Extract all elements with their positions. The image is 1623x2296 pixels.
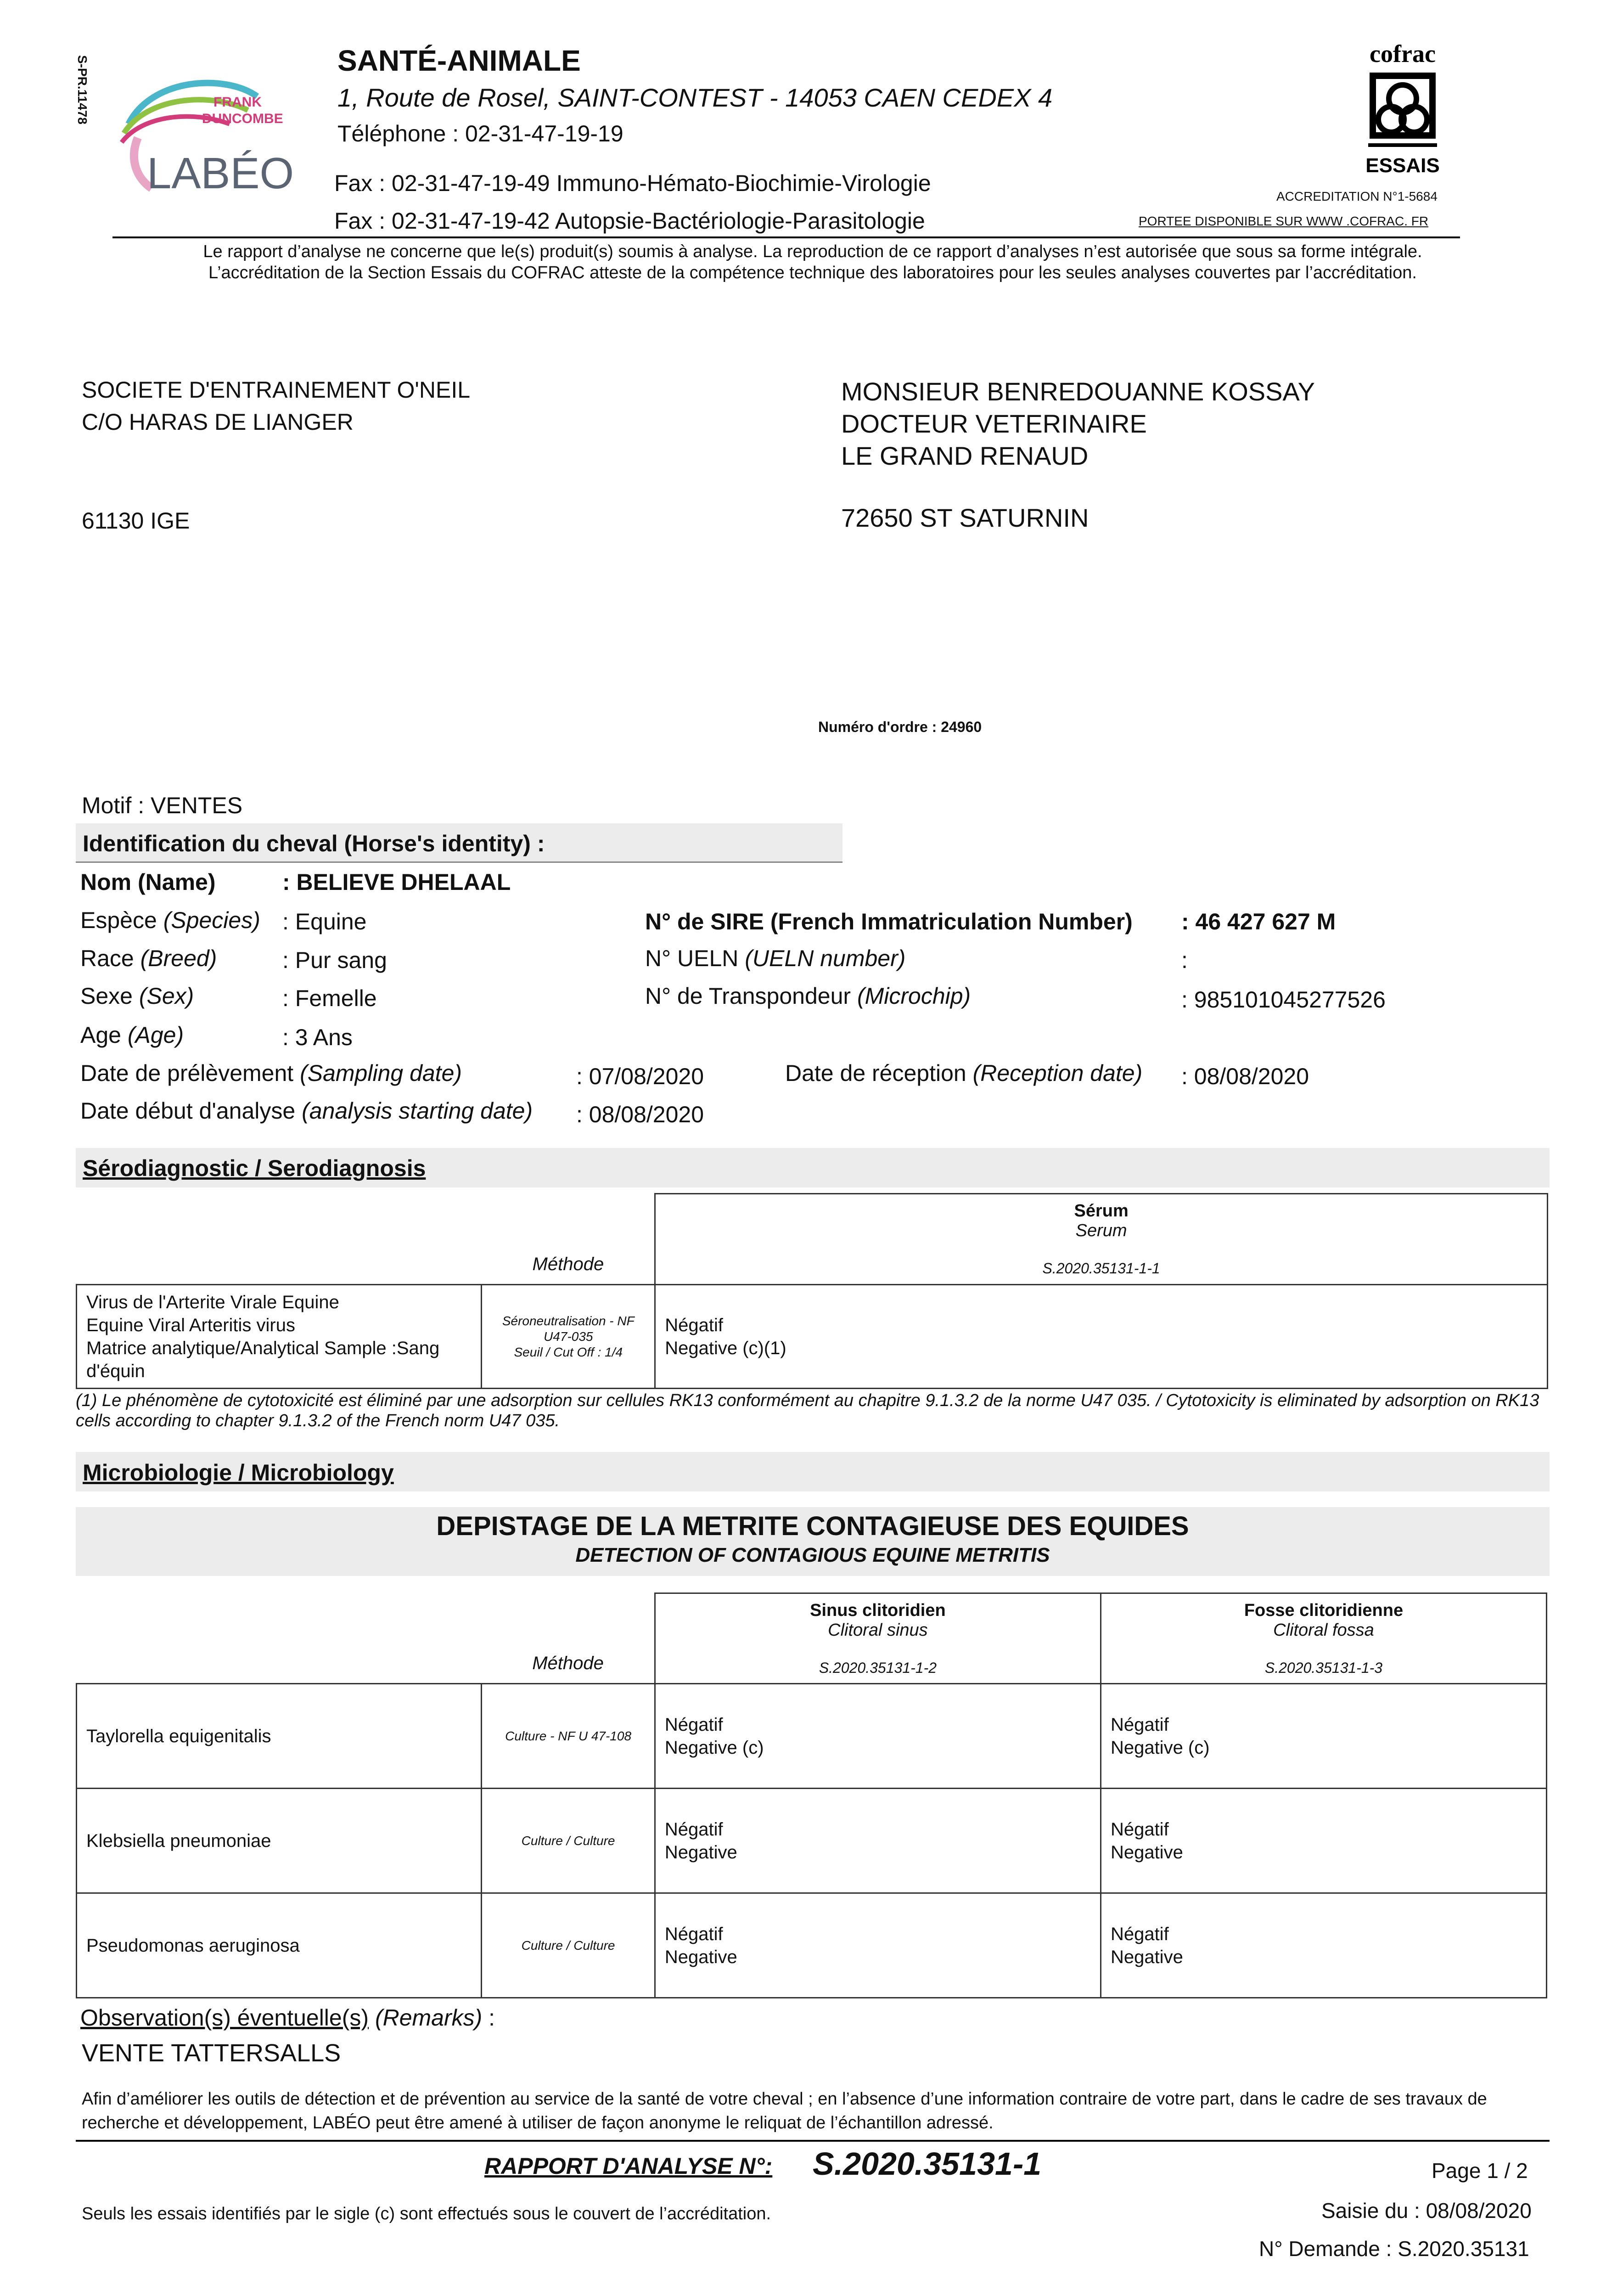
age-value: : 3 Ans — [282, 1024, 353, 1050]
analyte-line-3: Matrice analytique/Analytical Sample :Sang — [86, 1338, 440, 1358]
method-line-3: Seuil / Cut Off : 1/4 — [514, 1345, 623, 1359]
reception-date-value: : 08/08/2020 — [1181, 1064, 1309, 1089]
report-number: S.2020.35131-1 — [813, 2146, 1042, 2182]
client-line-2: C/O HARAS DE LIANGER — [82, 409, 354, 435]
vet-line-3: LE GRAND RENAUD — [841, 441, 1089, 470]
sampling-date-label: Date de prélèvement (Sampling date) — [80, 1060, 462, 1086]
result-en: Negative — [1110, 1947, 1183, 1967]
column-title: Sinus clitoridien — [810, 1600, 946, 1620]
age-label: Age (Age) — [80, 1022, 184, 1048]
column-code: S.2020.35131-1-3 — [1264, 1659, 1383, 1676]
result-cell — [1101, 1684, 1546, 1789]
table-row — [77, 1684, 1547, 1789]
cofrac-word: cofrac — [1370, 41, 1436, 68]
method-cell: Culture / Culture — [482, 1893, 655, 1998]
serum-sample-code: S.2020.35131-1-1 — [1042, 1260, 1160, 1277]
serum-header — [655, 1194, 1548, 1285]
analysis-date-label: Date début d'analyse (analysis starting date) — [80, 1098, 533, 1124]
microbiology-title: Microbiologie / Microbiology — [83, 1460, 394, 1486]
serodiagnosis-title: Sérodiagnostic / Serodiagnosis — [83, 1155, 426, 1181]
report-label: RAPPORT D'ANALYSE N°: — [484, 2153, 773, 2179]
logo-brand: LABÉO — [147, 149, 294, 198]
reception-date-label: Date de réception (Reception date) — [785, 1060, 1143, 1086]
improvement-note: Afin d’améliorer les outils de détection et de prévention au service de la santé de votre cheval ; en l’absence d’une information contraire de votre part, dans le cadre de ses travaux de recherche et développement, LABÉO peut être amené à utiliser de façon anonyme le reliquat de l’échantillon adressé. — [82, 2089, 1487, 2133]
sire-label: N° de SIRE (French Immatriculation Number) — [645, 909, 1133, 934]
analyte-line-1: Virus de l'Arterite Virale Equine — [86, 1292, 339, 1312]
method-line-1: Séroneutralisation - NF — [502, 1313, 635, 1328]
disclaimer — [78, 241, 1547, 283]
result-fr: Négatif — [1110, 1714, 1169, 1735]
result-en: Negative — [1110, 1842, 1183, 1863]
breed-label: Race (Breed) — [80, 945, 217, 971]
result-cell — [1101, 1893, 1546, 1998]
lab-address: 1, Route de Rosel, SAINT-CONTEST - 14053 CAEN CEDEX 4 — [337, 83, 1053, 112]
method-cell: Culture / Culture — [482, 1789, 655, 1893]
result-fr: Négatif — [664, 1924, 723, 1944]
vet-postal: 72650 ST SATURNIN — [841, 503, 1089, 532]
sex-label: Sexe (Sex) — [80, 983, 194, 1009]
name-value: : BELIEVE DHELAAL — [282, 869, 511, 895]
table-row — [77, 1893, 1547, 1998]
serum-header-title: Sérum — [1074, 1201, 1129, 1221]
vet-line-1: MONSIEUR BENREDOUANNE KOSSAY — [841, 377, 1315, 406]
cofrac-essais: ESSAIS — [1365, 154, 1440, 177]
labeo-logo — [110, 69, 321, 207]
result-line-2: Negative (c)(1) — [665, 1338, 786, 1358]
cem-subtitle: DETECTION OF CONTAGIOUS EQUINE METRITIS — [575, 1544, 1050, 1566]
cofrac-logo — [1359, 41, 1446, 184]
page-number: Page 1 / 2 — [1432, 2159, 1528, 2183]
client-line-1: SOCIETE D'ENTRAINEMENT O'NEIL — [82, 377, 471, 403]
accreditation-number: ACCREDITATION N°1-5684 — [1276, 189, 1438, 203]
analyte-cell: Pseudomonas aeruginosa — [77, 1893, 482, 1998]
analyte-cell: Taylorella equigenitalis — [77, 1684, 482, 1789]
sire-value: : 46 427 627 M — [1181, 909, 1336, 934]
result-en: Negative — [664, 1842, 737, 1863]
client-postal: 61130 IGE — [82, 508, 190, 534]
species-value: : Equine — [282, 909, 367, 934]
analyte-line-2: Equine Viral Arteritis virus — [86, 1315, 295, 1335]
ueln-value: : — [1181, 947, 1188, 973]
lab-name: SANTÉ-ANIMALE — [337, 44, 581, 77]
species-label: Espèce (Species) — [80, 907, 260, 933]
column-header — [1101, 1593, 1546, 1684]
document-code: S-PR.11478 — [75, 55, 90, 124]
serodiagnosis-footnote: (1) Le phénomène de cytotoxicité est éliminé par une adsorption sur cellules RK13 conformément au chapitre 9.1.3.2 de la norme U47 035. / Cytotoxicity is eliminated by adsorption on RK13 cells according to chapter 9.1.3.2 of the French norm U47 035. — [76, 1391, 1539, 1430]
methode-header: Méthode — [532, 1254, 604, 1274]
analyte-cell — [77, 1285, 482, 1389]
result-fr: Négatif — [1110, 1819, 1169, 1840]
method-cell: Culture - NF U 47-108 — [482, 1684, 655, 1789]
lab-phone: Téléphone : 02-31-47-19-19 — [337, 121, 623, 146]
serum-header-en: Serum — [1075, 1221, 1127, 1240]
order-number: Numéro d'ordre : 24960 — [818, 719, 982, 735]
result-fr: Négatif — [1110, 1924, 1169, 1944]
result-en: Negative — [664, 1947, 737, 1967]
column-title-en: Clitoral fossa — [1273, 1620, 1374, 1640]
result-en: Negative (c) — [664, 1737, 764, 1758]
analysis-date-value: : 08/08/2020 — [576, 1102, 704, 1127]
name-label: Nom (Name) — [80, 869, 216, 895]
lab-fax-2: Fax : 02-31-47-19-42 Autopsie-Bactériologie-Parasitologie — [334, 208, 925, 234]
result-cell — [655, 1285, 1548, 1389]
micro-methode-header: Méthode — [532, 1653, 604, 1673]
column-title-en: Clitoral sinus — [828, 1620, 928, 1640]
analyte-line-4: d'équin — [86, 1361, 145, 1381]
remarks-value: VENTE TATTERSALLS — [82, 2039, 341, 2067]
transponder-label: N° de Transpondeur (Microchip) — [645, 983, 971, 1009]
column-header — [655, 1593, 1101, 1684]
logo-sub2: DUNCOMBE — [202, 111, 283, 126]
column-code: S.2020.35131-1-2 — [819, 1659, 937, 1676]
footer-divider — [76, 2140, 1550, 2142]
disclaimer-line-1: Le rapport d’analyse ne concerne que le(s) produit(s) soumis à analyse. La reproduction de ce rapport d’analyses n’est autorisée que sous sa forme intégrale. — [203, 242, 1422, 261]
remarks-label: Observation(s) éventuelle(s) (Remarks) : — [80, 2005, 495, 2031]
sampling-date-value: : 07/08/2020 — [576, 1064, 704, 1089]
table-row — [77, 1285, 1548, 1389]
entry-date: Saisie du : 08/08/2020 — [1321, 2199, 1532, 2223]
vet-line-2: DOCTEUR VETERINAIRE — [841, 409, 1147, 438]
identification-title: Identification du cheval (Horse's identity) : — [83, 831, 545, 856]
disclaimer-line-2: L’accréditation de la Section Essais du COFRAC atteste de la compétence technique des laboratoires pour les seules analyses couvertes par l’accréditation. — [208, 263, 1417, 282]
analyte-cell: Klebsiella pneumoniae — [77, 1789, 482, 1893]
method-cell — [482, 1285, 655, 1389]
serodiagnosis-table — [76, 1193, 1548, 1389]
column-title: Fosse clitoridienne — [1244, 1600, 1404, 1620]
lab-fax-1: Fax : 02-31-47-19-49 Immuno-Hémato-Biochimie-Virologie — [334, 170, 931, 196]
header-divider — [112, 236, 1460, 238]
table-row — [77, 1789, 1547, 1893]
breed-value: : Pur sang — [282, 947, 387, 973]
transponder-value: : 985101045277526 — [1181, 987, 1386, 1013]
logo-sub1: FRANK — [213, 95, 262, 110]
result-cell — [1101, 1789, 1546, 1893]
result-cell — [655, 1893, 1101, 1998]
cem-title: DEPISTAGE DE LA METRITE CONTAGIEUSE DES EQUIDES — [436, 1511, 1189, 1541]
result-cell — [655, 1684, 1101, 1789]
sex-value: : Femelle — [282, 985, 377, 1011]
ueln-label: N° UELN (UELN number) — [645, 945, 906, 971]
result-en: Negative (c) — [1110, 1737, 1210, 1758]
microbiology-table — [76, 1593, 1547, 1998]
result-fr: Négatif — [664, 1714, 723, 1735]
result-cell — [655, 1789, 1101, 1893]
request-number: N° Demande : S.2020.35131 — [1259, 2237, 1529, 2261]
method-line-2: U47-035 — [544, 1329, 593, 1344]
result-fr: Négatif — [664, 1819, 723, 1840]
motif: Motif : VENTES — [82, 793, 243, 818]
result-line-1: Négatif — [665, 1315, 723, 1335]
accreditation-note: Seuls les essais identifiés par le sigle (c) sont effectués sous le couvert de l’accréditation. — [82, 2204, 771, 2223]
cofrac-url[interactable]: PORTEE DISPONIBLE SUR WWW .COFRAC. FR — [1139, 214, 1429, 228]
